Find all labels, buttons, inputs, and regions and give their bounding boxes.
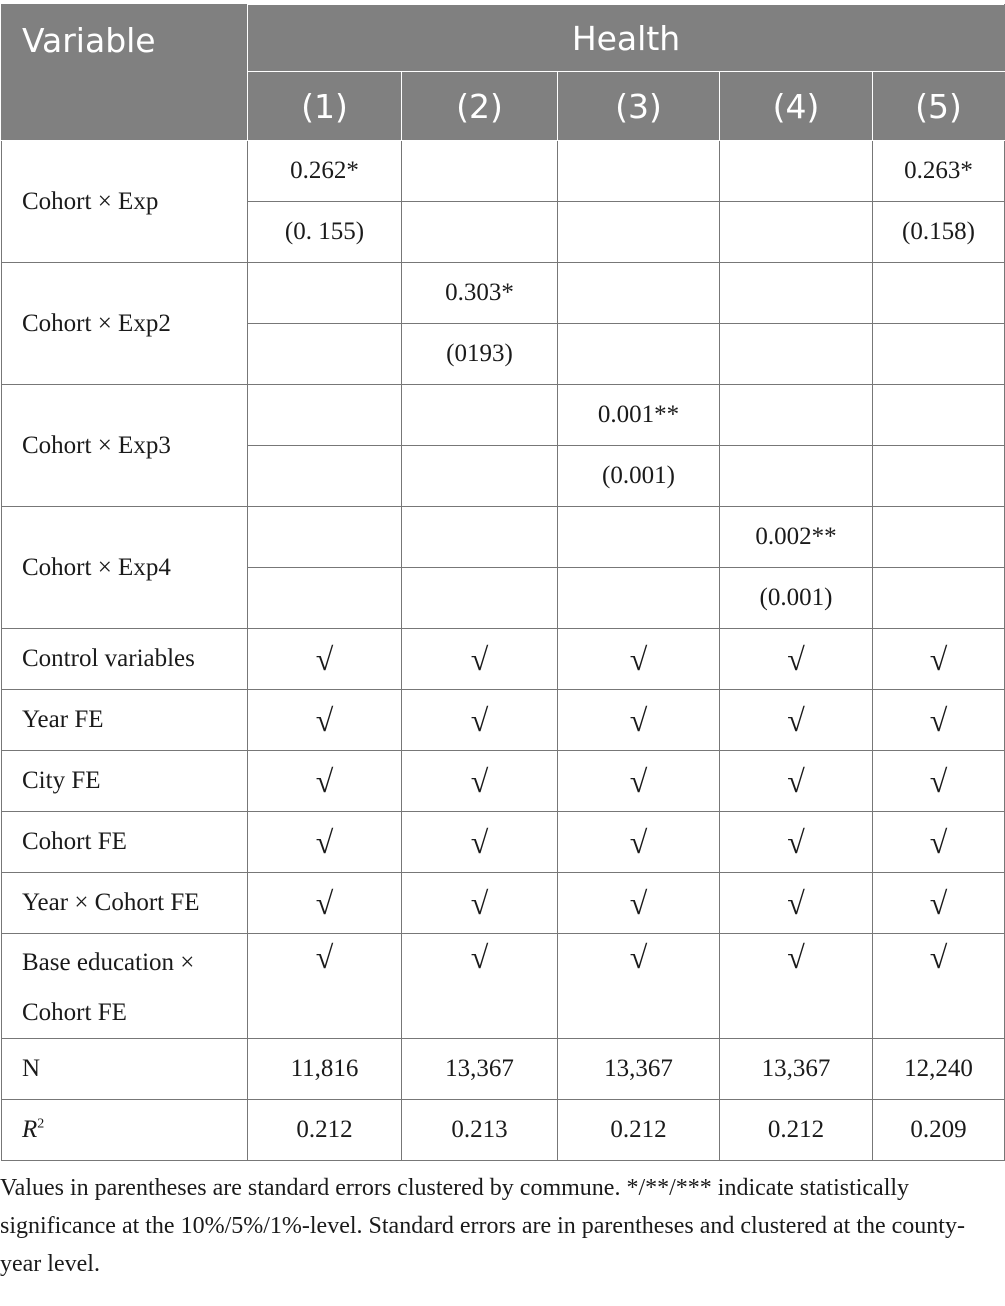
checkmark-cell: √ <box>720 812 873 873</box>
n-cell: 13,367 <box>402 1039 558 1100</box>
health-header: Health <box>248 5 1005 72</box>
checkmark-cell: √ <box>402 812 558 873</box>
checkmark-cell: √ <box>873 629 1005 690</box>
checkmark-cell: √ <box>402 934 558 1039</box>
coef-cell <box>558 141 720 202</box>
se-cell: (0. 155) <box>248 202 402 263</box>
n-cell: 13,367 <box>558 1039 720 1100</box>
table-body <box>2 141 1005 1161</box>
regression-table <box>1 4 1005 1161</box>
coef-cell <box>558 507 720 568</box>
se-cell: (0.001) <box>558 446 720 507</box>
row-label: City FE <box>2 751 248 812</box>
checkmark-cell: √ <box>720 629 873 690</box>
coef-cell: 0.001** <box>558 385 720 446</box>
column-header-2: (2) <box>402 72 558 141</box>
row-label: Control variables <box>2 629 248 690</box>
checkmark-cell: √ <box>873 751 1005 812</box>
se-cell: (0.158) <box>873 202 1005 263</box>
checkmark-cell: √ <box>402 690 558 751</box>
checkmark-cell: √ <box>558 812 720 873</box>
r2-superscript: 2 <box>37 1116 45 1132</box>
checkmark-cell: √ <box>248 934 402 1039</box>
checkmark-cell: √ <box>248 751 402 812</box>
table-row <box>2 690 1005 751</box>
coef-cell <box>248 263 402 324</box>
checkmark-cell: √ <box>558 934 720 1039</box>
table-row <box>2 873 1005 934</box>
row-label: Cohort × Exp2 <box>2 263 248 385</box>
r2-cell: 0.212 <box>720 1100 873 1161</box>
coef-cell <box>720 385 873 446</box>
checkmark-cell: √ <box>248 629 402 690</box>
coef-cell <box>873 507 1005 568</box>
row-label: Year × Cohort FE <box>2 873 248 934</box>
coef-cell: 0.002** <box>720 507 873 568</box>
se-cell <box>720 446 873 507</box>
table-row <box>2 1100 1005 1161</box>
se-cell <box>402 446 558 507</box>
checkmark-cell: √ <box>720 751 873 812</box>
table-row <box>2 1039 1005 1100</box>
row-label: Year FE <box>2 690 248 751</box>
coef-cell <box>402 141 558 202</box>
checkmark-cell: √ <box>873 873 1005 934</box>
variable-header: Variable <box>2 5 248 141</box>
row-label-r2 <box>2 1100 248 1161</box>
column-header-5: (5) <box>873 72 1005 141</box>
checkmark-cell: √ <box>873 812 1005 873</box>
checkmark-cell: √ <box>720 873 873 934</box>
se-cell <box>248 568 402 629</box>
row-label: Cohort × Exp4 <box>2 507 248 629</box>
table-header <box>2 5 1005 141</box>
checkmark-cell: √ <box>720 690 873 751</box>
n-cell: 13,367 <box>720 1039 873 1100</box>
coef-cell: 0.263* <box>873 141 1005 202</box>
checkmark-cell: √ <box>558 873 720 934</box>
n-cell: 11,816 <box>248 1039 402 1100</box>
se-cell <box>558 202 720 263</box>
coef-cell: 0.262* <box>248 141 402 202</box>
coef-cell <box>873 263 1005 324</box>
table-row <box>2 751 1005 812</box>
checkmark-cell: √ <box>873 690 1005 751</box>
table-row <box>2 629 1005 690</box>
row-label: Cohort FE <box>2 812 248 873</box>
se-cell <box>402 568 558 629</box>
se-cell <box>558 324 720 385</box>
coef-cell <box>402 385 558 446</box>
table-row <box>2 812 1005 873</box>
column-header-3: (3) <box>558 72 720 141</box>
se-cell <box>248 324 402 385</box>
row-label: Cohort × Exp <box>2 141 248 263</box>
coef-cell <box>873 385 1005 446</box>
r2-cell: 0.213 <box>402 1100 558 1161</box>
coef-cell <box>402 507 558 568</box>
checkmark-cell: √ <box>873 934 1005 1039</box>
se-cell <box>402 202 558 263</box>
se-cell <box>558 568 720 629</box>
se-cell <box>248 446 402 507</box>
table-row <box>2 141 1005 202</box>
checkmark-cell: √ <box>402 873 558 934</box>
se-cell: (0.001) <box>720 568 873 629</box>
coef-cell: 0.303* <box>402 263 558 324</box>
r2-symbol: R <box>22 1116 38 1143</box>
se-cell <box>873 324 1005 385</box>
checkmark-cell: √ <box>248 873 402 934</box>
table-footnote: Values in parentheses are standard errors clustered by commune. */**/*** indicate statistically significance at the 10%/5%/1%-level. Standard errors are in parentheses and clustered at the county-year level. <box>0 1175 965 1277</box>
checkmark-cell: √ <box>248 690 402 751</box>
coef-cell <box>720 141 873 202</box>
checkmark-cell: √ <box>248 812 402 873</box>
r2-cell: 0.212 <box>248 1100 402 1161</box>
n-cell: 12,240 <box>873 1039 1005 1100</box>
r2-cell: 0.212 <box>558 1100 720 1161</box>
table-row <box>2 263 1005 324</box>
checkmark-cell: √ <box>558 690 720 751</box>
checkmark-cell: √ <box>558 629 720 690</box>
se-cell <box>720 202 873 263</box>
se-cell: (0193) <box>402 324 558 385</box>
table-row <box>2 385 1005 446</box>
checkmark-cell: √ <box>402 751 558 812</box>
coef-cell <box>248 385 402 446</box>
table-row <box>2 934 1005 1039</box>
column-header-4: (4) <box>720 72 873 141</box>
r2-cell: 0.209 <box>873 1100 1005 1161</box>
checkmark-cell: √ <box>720 934 873 1039</box>
coef-cell <box>248 507 402 568</box>
table-row <box>2 507 1005 568</box>
row-label-n: N <box>2 1039 248 1100</box>
row-label: Cohort × Exp3 <box>2 385 248 507</box>
checkmark-cell: √ <box>558 751 720 812</box>
se-cell <box>873 446 1005 507</box>
column-header-1: (1) <box>248 72 402 141</box>
row-label: Base education × Cohort FE <box>2 934 248 1039</box>
se-cell <box>873 568 1005 629</box>
se-cell <box>720 324 873 385</box>
coef-cell <box>720 263 873 324</box>
coef-cell <box>558 263 720 324</box>
checkmark-cell: √ <box>402 629 558 690</box>
